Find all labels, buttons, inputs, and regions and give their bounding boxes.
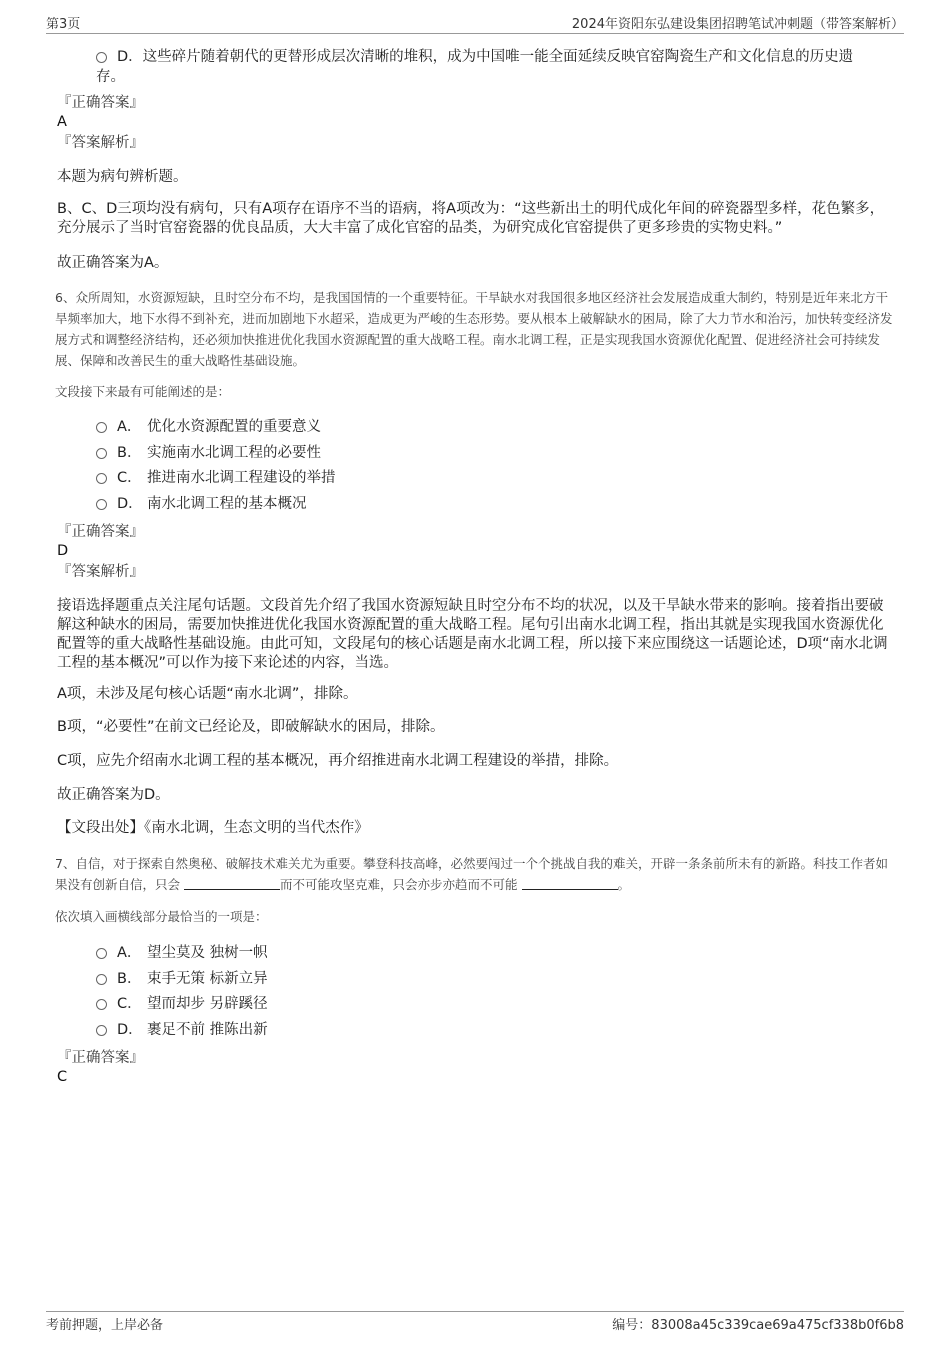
option-letter: C． bbox=[117, 996, 142, 1012]
question-stem bbox=[55, 853, 897, 895]
radio-icon[interactable] bbox=[96, 422, 107, 433]
q6-option-b[interactable] bbox=[96, 443, 321, 463]
fill-blank bbox=[522, 877, 618, 890]
option-text: 束手无策 标新立异 bbox=[147, 971, 268, 987]
answer-value: C bbox=[57, 1069, 68, 1085]
page-number: 第3页 bbox=[46, 17, 81, 32]
q6-option-d[interactable] bbox=[96, 494, 307, 514]
answer-label: 『正确答案』 bbox=[57, 1050, 144, 1066]
radio-icon[interactable] bbox=[96, 1025, 107, 1036]
analysis-paragraph: A项，未涉及尾句核心话题“南水北调”，排除。 bbox=[57, 686, 358, 702]
stem-text: 7、自信，对于探索自然奥秘、破解技术难关尤为重要。攀登科技高峰，必然要闯过一个个挑战自我的难关，开辟一条条前所未有的新路。科技工作者如果没有创新自信，只会 bbox=[55, 856, 888, 892]
q6-option-a[interactable] bbox=[96, 417, 321, 437]
document-title: 2024年资阳东弘建设集团招聘笔试冲刺题（带答案解析） bbox=[571, 17, 904, 32]
radio-icon[interactable] bbox=[96, 52, 107, 63]
option-letter: B． bbox=[117, 971, 142, 987]
answer-value: A bbox=[57, 114, 67, 130]
q7-option-b[interactable] bbox=[96, 969, 268, 989]
q7-option-c[interactable] bbox=[96, 994, 268, 1014]
analysis-paragraph: C项，应先介绍南水北调工程的基本概况，再介绍推进南水北调工程建设的举措，排除。 bbox=[57, 753, 619, 769]
q7-option-d[interactable] bbox=[96, 1020, 268, 1040]
option-letter: C． bbox=[117, 470, 142, 486]
analysis-paragraph: B项，“必要性”在前文已经论及，即破解缺水的困局，排除。 bbox=[57, 719, 445, 735]
answer-label: 『正确答案』 bbox=[57, 524, 144, 540]
analysis-paragraph: B、C、D三项均没有病句，只有A项存在语序不当的语病，将A项改为：“这些新出土的明代成化年间的碎瓷器型多样，花色繁多，充分展示了当时官窑瓷器的优良品质，大大丰富了成化官窑的品类，为研究成化官窑提供了更多珍贵的实物史料。” bbox=[57, 201, 885, 236]
answer-value: D bbox=[57, 543, 69, 559]
option-text: 推进南水北调工程建设的举措 bbox=[147, 470, 336, 486]
option-text: 望而却步 另辟蹊径 bbox=[147, 996, 268, 1012]
answer-label: 『正确答案』 bbox=[57, 95, 144, 111]
option-letter: A． bbox=[117, 945, 142, 961]
document-code: 编号：83008a45c339cae69a475cf338b0f6b8 bbox=[612, 1318, 904, 1333]
option-text: 望尘莫及 独树一帜 bbox=[147, 945, 268, 961]
radio-icon[interactable] bbox=[96, 974, 107, 985]
radio-icon[interactable] bbox=[96, 999, 107, 1010]
analysis-paragraph: 故正确答案为D。 bbox=[57, 787, 170, 803]
analysis-label: 『答案解析』 bbox=[57, 135, 144, 151]
option-letter: A． bbox=[117, 419, 142, 435]
q6-option-c[interactable] bbox=[96, 468, 336, 488]
question-prompt: 文段接下来最有可能阐述的是： bbox=[55, 384, 231, 399]
analysis-paragraph: 故正确答案为A。 bbox=[57, 255, 169, 271]
stem-text: 。 bbox=[617, 877, 631, 892]
option-text: 这些碎片随着朝代的更替形成层次清晰的堆积，成为中国唯一能全面延续反映官窑陶瓷生产和文化信息的历史遗 bbox=[142, 49, 854, 65]
source-citation: 【文段出处】《南水北调，生态文明的当代杰作》 bbox=[57, 820, 369, 836]
radio-icon[interactable] bbox=[96, 948, 107, 959]
radio-icon[interactable] bbox=[96, 499, 107, 510]
header-divider bbox=[46, 33, 904, 34]
radio-icon[interactable] bbox=[96, 473, 107, 484]
footer-divider bbox=[46, 1311, 904, 1312]
option-text: 实施南水北调工程的必要性 bbox=[147, 445, 321, 461]
question-prompt: 依次填入画横线部分最恰当的一项是： bbox=[55, 909, 268, 924]
option-text-continued: 存。 bbox=[96, 69, 125, 85]
question-stem: 6、众所周知，水资源短缺，且时空分布不均，是我国国情的一个重要特征。干旱缺水对我国很多地区经济社会发展造成重大制约，特别是近年来北方干旱频率加大，地下水得不到补充，进而加剧地下水超采，造成更为严峻的生态形势。要从根本上破解缺水的困局，除了大力节水和治污，加快转变经济发展方式和调整经济结构，还必须加快推进优化我国水资源配置的重大战略工程。南水北调工程，正是实现我国水资源优化配置、促进经济社会可持续发展、保障和改善民生的重大战略性基础设施。 bbox=[55, 290, 893, 368]
radio-icon[interactable] bbox=[96, 448, 107, 459]
analysis-paragraph: 接语选择题重点关注尾句话题。文段首先介绍了我国水资源短缺且时空分布不均的状况，以及干旱缺水带来的影响。接着指出要破解这种缺水的困局，需要加快推进优化我国水资源配置的重大战略工程。尾句引出南水北调工程，指出其就是实现我国水资源优化配置等的重大战略性基础设施。由此可知，文段尾句的核心话题是南水北调工程，所以接下来应围绕这一话题论述，D项“南水北调工程的基本概况”可以作为接下来论述的内容，当选。 bbox=[57, 598, 888, 671]
analysis-paragraph: 本题为病句辨析题。 bbox=[57, 169, 188, 185]
q7-option-a[interactable] bbox=[96, 943, 268, 963]
option-text: 优化水资源配置的重要意义 bbox=[147, 419, 321, 435]
prev-option-d[interactable] bbox=[96, 47, 896, 87]
option-letter: D． bbox=[117, 1022, 143, 1038]
option-letter: B． bbox=[117, 445, 142, 461]
stem-text: 而不可能攻坚克难，只会亦步亦趋而不可能 bbox=[280, 877, 518, 892]
option-text: 裹足不前 推陈出新 bbox=[147, 1022, 268, 1038]
option-text: 南水北调工程的基本概况 bbox=[147, 496, 307, 512]
fill-blank bbox=[184, 877, 280, 890]
footer-slogan: 考前押题，上岸必备 bbox=[46, 1318, 164, 1333]
option-letter: D． bbox=[117, 49, 143, 65]
analysis-label: 『答案解析』 bbox=[57, 564, 144, 580]
option-letter: D． bbox=[117, 496, 143, 512]
